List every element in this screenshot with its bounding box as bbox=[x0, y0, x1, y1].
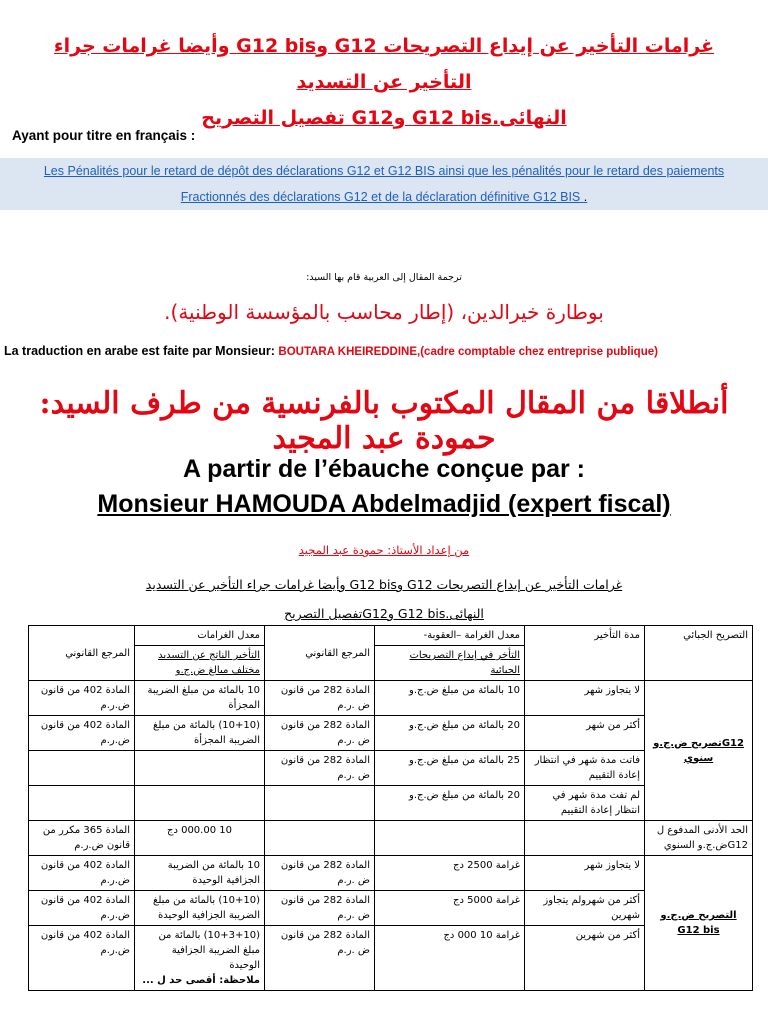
header-delay: مدة التأخير bbox=[525, 626, 645, 681]
table-title-ar bbox=[60, 570, 708, 628]
table-row bbox=[29, 751, 753, 786]
cell-legal-ref: المادة 282 من قانون ض .ر.م bbox=[265, 681, 375, 716]
cell-legal-ref bbox=[265, 821, 375, 856]
cell-delay: أكثر من شهرولم يتجاوز شهرين bbox=[525, 891, 645, 926]
translator-name-fr: BOUTARA KHEIREDDINE,(cadre comptable chez entreprise publique) bbox=[278, 346, 658, 358]
cell-rate: 10 بالمائة من مبلغ ض.ج.و bbox=[375, 681, 525, 716]
source-article-ar: أنطلاقا من المقال المكتوب بالفرنسية من طرف السيد: حمودة عبد المجيد bbox=[39, 386, 729, 456]
cell-delay: لا يتجاوز شهر bbox=[525, 856, 645, 891]
cell-legal-ref2: المادة 402 من قانون ض.ر.م bbox=[29, 891, 135, 926]
cell-delay: لم تفت مدة شهر في انتظار إعادة التقييم bbox=[525, 786, 645, 821]
french-title-line-1: Les Pénalités pour le retard de dépôt des déclarations G12 et G12 BIS ainsi que les pénalités pour le retard des paiements bbox=[43, 164, 725, 178]
cell-rate bbox=[375, 821, 525, 856]
cell-delay: أكثر من شهر bbox=[525, 716, 645, 751]
cell-legal-ref2 bbox=[29, 751, 135, 786]
header-fine-rate: معدل الغرامة –العقوبة- bbox=[375, 626, 525, 646]
translation-credit-fr bbox=[4, 344, 658, 358]
cell-legal-ref2: المادة 365 مكرر من قانون ض.ر.م bbox=[29, 821, 135, 856]
cell-delay bbox=[525, 821, 645, 856]
translator-name-ar: بوطارة خيرالدين، (إطار محاسب بالمؤسسة الوطنية). bbox=[164, 300, 604, 324]
cell-legal-ref: المادة 282 من قانون ض .ر.م bbox=[265, 716, 375, 751]
header-fine-sub: التأخر في إيداع التصريحات الجبائية bbox=[375, 646, 525, 681]
cell-declaration: G12تصريح ض.ج.و سنوي bbox=[645, 681, 753, 821]
cell-rate: 20 بالمائة من مبلغ ض.ج.و bbox=[375, 786, 525, 821]
header-fines-rate: معدل الغرامات bbox=[135, 626, 265, 646]
cell-delay: أكثر من شهرين bbox=[525, 926, 645, 991]
draft-by-label: A partir de l’ébauche conçue par : bbox=[183, 455, 585, 483]
prepared-by-ar: من إعداد الأستاذ: حمودة عبد المجيد bbox=[298, 543, 470, 557]
table-row bbox=[29, 856, 753, 891]
cell-rate2 bbox=[135, 926, 265, 991]
cell-rate: غرامة 5000 دج bbox=[375, 891, 525, 926]
arabic-title-line-2: النهائى.G12 bis وG12 تفصيل التصريح bbox=[201, 107, 567, 129]
cell-legal-ref2 bbox=[29, 786, 135, 821]
cell-rate2: 10 بالمائة من مبلغ الضريبة المجزأة bbox=[135, 681, 265, 716]
cell-rate2: (10+10) بالمائة من مبلغ الضريبة الجزافية الوحيدة bbox=[135, 891, 265, 926]
cell-rate: 20 بالمائة من مبلغ ض.ج.و bbox=[375, 716, 525, 751]
french-title-line-2 bbox=[0, 184, 768, 210]
arabic-title-line-1: غرامات التأخير عن إيداع التصريحات G12 وG12 bis وأيضا غرامات جراء التأخير عن التسديد bbox=[53, 35, 715, 93]
cell-legal-ref2: المادة 402 من قانون ض.ر.م bbox=[29, 856, 135, 891]
table-title-line-2: النهائى.G12 bis وG12تفصيل التصريح bbox=[284, 606, 484, 621]
header-fines-sub: التأخير الناتج عن التسديد مختلف مبالغ ض.ج.و bbox=[135, 646, 265, 681]
cell-rate2: 10 000.00 دج bbox=[135, 821, 265, 856]
header-declaration: التصريح الجبائي bbox=[645, 626, 753, 681]
cell-declaration: التصريح ض.ج.و G12 bis bbox=[645, 856, 753, 991]
translation-credit-label: La traduction en arabe est faite par Monsieur: bbox=[4, 344, 275, 358]
cell-legal-ref bbox=[265, 786, 375, 821]
french-title-box bbox=[0, 158, 768, 210]
cell-legal-ref2: المادة 402 من قانون ض.ر.م bbox=[29, 926, 135, 991]
cell-rate: غرامة 10 000 دج bbox=[375, 926, 525, 991]
cell-rate2 bbox=[135, 786, 265, 821]
table-row bbox=[29, 821, 753, 856]
cell-legal-ref2: المادة 402 من قانون ض.ر.م bbox=[29, 681, 135, 716]
french-title-label: Ayant pour titre en français : bbox=[12, 128, 196, 143]
cell-note: ملاحظة: أقصى حد ل ... bbox=[142, 975, 260, 986]
table-row bbox=[29, 891, 753, 926]
cell-rate: غرامة 2500 دج bbox=[375, 856, 525, 891]
header-legal-ref-1: المرجع القانوني bbox=[265, 626, 375, 681]
cell-delay: فاتت مدة شهر في انتظار إعادة التقييم bbox=[525, 751, 645, 786]
cell-legal-ref: المادة 282 من قانون ض .ر.م bbox=[265, 856, 375, 891]
cell-rate: 25 بالمائة من مبلغ ض.ج.و bbox=[375, 751, 525, 786]
table-row bbox=[29, 716, 753, 751]
author-name: Monsieur HAMOUDA Abdelmadjid (expert fiscal) bbox=[97, 490, 671, 518]
table-row bbox=[29, 926, 753, 991]
cell-declaration: الحد الأدنى المدفوع ل G12ض.ج.و السنوي bbox=[645, 821, 753, 856]
translation-note-ar: ترجمة المقال إلى العربية قام بها السيد: bbox=[306, 272, 462, 283]
cell-rate2 bbox=[135, 751, 265, 786]
penalties-table bbox=[28, 625, 753, 991]
cell-legal-ref: المادة 282 من قانون ض .ر.م bbox=[265, 891, 375, 926]
cell-rate2: (10+10) بالمائة من مبلغ الضريبة المجزأة bbox=[135, 716, 265, 751]
header-legal-ref-2: المرجع القانوني bbox=[29, 626, 135, 681]
french-title-period: . bbox=[583, 190, 588, 204]
cell-legal-ref: المادة 282 من قانون ض .ر.م bbox=[265, 751, 375, 786]
cell-legal-ref2: المادة 402 من قانون ض.ر.م bbox=[29, 716, 135, 751]
table-row bbox=[29, 786, 753, 821]
cell-delay: لا يتجاوز شهر bbox=[525, 681, 645, 716]
cell-rate2-text: (10+3+10) بالمائة من مبلغ الضريبة الجزافية الوحيدة bbox=[158, 930, 260, 971]
table-header-row bbox=[29, 626, 753, 646]
cell-rate2: 10 بالمائة من الضريبة الجزافية الوحيدة bbox=[135, 856, 265, 891]
arabic-title bbox=[20, 28, 748, 136]
french-title-line-2-text: Fractionnés des déclarations G12 et de la déclaration définitive G12 BIS bbox=[180, 190, 581, 204]
cell-legal-ref: المادة 282 من قانون ض .ر.م bbox=[265, 926, 375, 991]
table-row bbox=[29, 681, 753, 716]
table-title-line-1: غرامات التأخير عن إيداع التصريحات G12 وG12 bis وأيضا غرامات جراء التأخير عن التسديد bbox=[145, 577, 623, 592]
